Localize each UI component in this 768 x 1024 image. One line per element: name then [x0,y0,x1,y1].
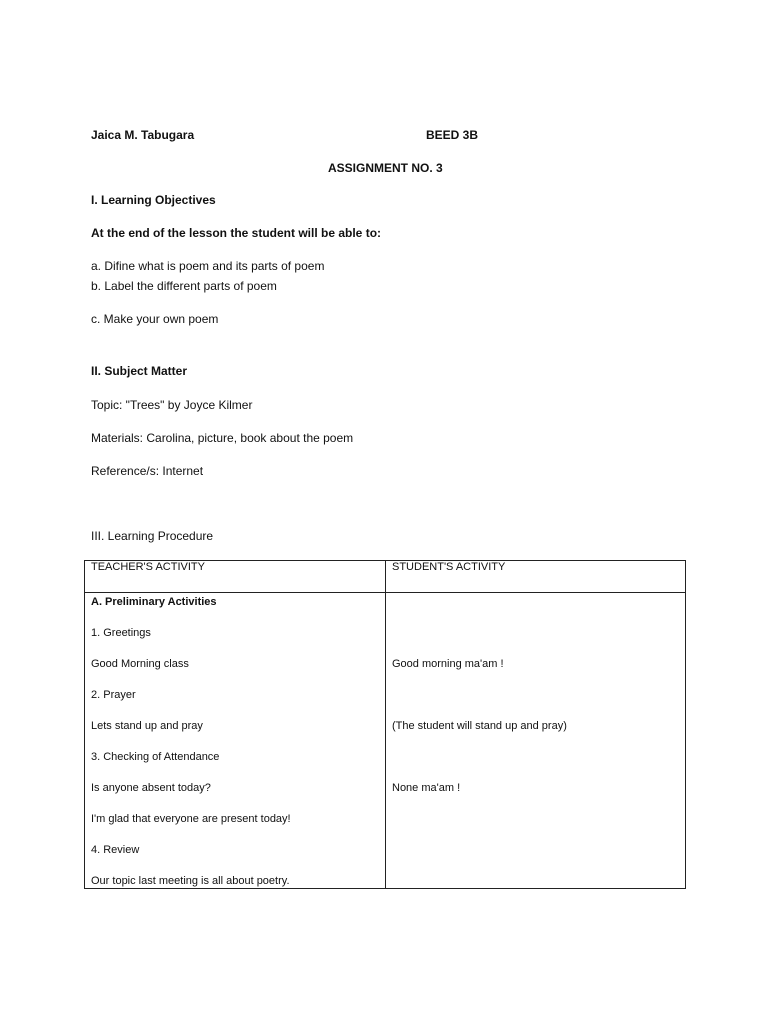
assignment-title: ASSIGNMENT NO. 3 [328,161,443,175]
student-line [392,810,679,841]
subject-matter-heading: II. Subject Matter [91,364,188,378]
materials-line: Materials: Carolina, picture, book about the poem [91,431,354,445]
student-line: None ma'am ! [392,782,461,794]
student-line: Good morning ma'am ! [392,658,504,670]
student-line [392,686,679,717]
teacher-line: Our topic last meeting is all about poetry. [91,875,290,887]
objective-item: a. Difine what is poem and its parts of poem [91,259,325,273]
topic-line: Topic: "Trees" by Joyce Kilmer [91,398,253,412]
teacher-line: 4. Review [91,844,140,856]
student-activity-cell [386,593,686,889]
teacher-line: I'm glad that everyone are present today! [91,813,291,825]
objectives-heading: I. Learning Objectives [91,193,216,207]
teacher-line: 1. Greetings [91,627,151,639]
procedure-heading: III. Learning Procedure [91,529,214,543]
student-name: Jaica M. Tabugara [91,128,195,142]
section-label: BEED 3B [426,128,479,142]
teacher-line: Lets stand up and pray [91,720,203,732]
procedure-table [84,560,686,889]
student-line: (The student will stand up and pray) [392,720,567,732]
teacher-line: 3. Checking of Attendance [91,751,220,763]
table-header-row [85,561,686,593]
teacher-line: Is anyone absent today? [91,782,211,794]
references-line: Reference/s: Internet [91,464,204,478]
objectives-intro: At the end of the lesson the student will be able to: [91,226,382,240]
student-line [392,748,679,779]
student-line [392,872,679,888]
table-row [85,593,686,889]
student-line [392,841,679,872]
student-line [392,624,679,655]
student-activity-header: STUDENT'S ACTIVITY [386,561,686,593]
objective-item: c. Make your own poem [91,312,219,326]
teacher-line: 2. Prayer [91,689,136,701]
objective-item: b. Label the different parts of poem [91,279,277,293]
teacher-activity-header: TEACHER'S ACTIVITY [85,561,386,593]
student-line [392,593,679,624]
teacher-line: A. Preliminary Activities [91,596,217,608]
teacher-line: Good Morning class [91,658,189,670]
teacher-activity-cell [85,593,386,889]
